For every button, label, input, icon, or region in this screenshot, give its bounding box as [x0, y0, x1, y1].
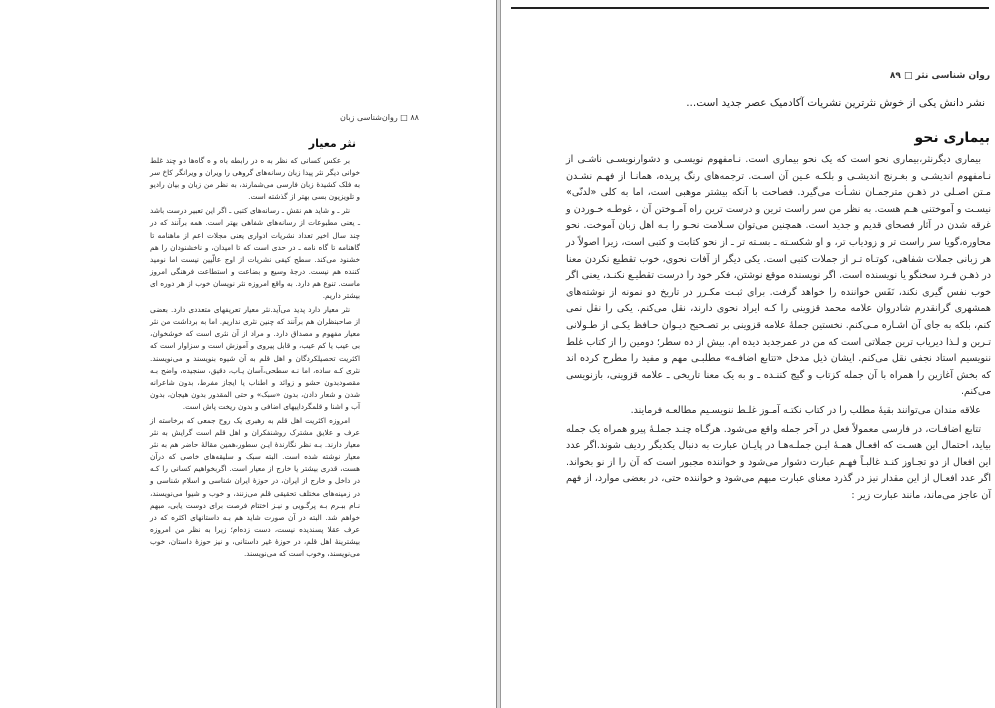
left-page: [0, 0, 497, 708]
top-rule: [511, 7, 989, 9]
paragraph: امروزه اکثریت اهل قلم به رهبری یک روح جمعی که برخاسته از عرف و علایق مشترک روشنفکران و اهل قلم است گرایش به نثر معیار دارند. بـه نظر نگارندهٔ ایـن سطور،همین مقالهٔ حاضر هم به نثر معیار نوشته شده است. البته سبک و سلیقه‌های خاصی که درآن هست، قدری بیشتر یا خارج از معیار است. اگربخواهیم کسانی را کـه در داخل و خارج از ایران، در حوزهٔ ایران شناسی و اسلام شناسی و در زمینه‌های مختلف تحقیقی قلم می‌زنند، و خوب و شیوا می‌نویسند، نـام ببـرم بـه پرگـویی و نیـز اختتام فرصت برای دوست یابی، مبهم خواهم شد. البته در آن صورت شاید هم بـه داستانهای اکثره که در عرف عقلا پسندیده نیست، دست زده‌ام؛ زیرا به نظر من امروزه بیشترینهٔ اهل قلم، در حوزهٔ غیر داستانی، و نیز حوزهٔ داستان، خوب می‌نویسند، وخوب است که می‌نویسند.: [150, 415, 360, 558]
paragraph: علاقه مندان می‌توانند بقیهٔ مطلب را در کتاب نکتـه آمـوز غلـط ننویسـیم مطالعـه فرمایند.: [630, 404, 981, 416]
paragraph: تتابع اضافـات، در فارسی معمولاً فعل در آخر جمله واقع می‌شود. هرگـاه چنـد جملـهٔ پیرو همراه یک جمله بیاید، احتمال این هسـت که افعـال همـهٔ ایـن جملـه‌هـا در پایـان عبارت به دنبال یکدیگر ردیف شوند.اگر عدد این افعال از دو تجـاوز کنـد غالبـاً فهـم عبارت دشوار می‌شود و خواننده مجبور است که آن را از نو بخواند. اگر عدد افعـال از این مقدار نیز در گذرد معنای عبارت مبهم می‌شود و خواننده حتی، در بعضی موارد، از فهم آن عاجز می‌ماند، مانند عبارت زیر :: [566, 423, 991, 501]
right-page: [500, 0, 995, 708]
left-body-text: [150, 155, 360, 562]
paragraph: نثر معیار دارد پدید می‌آید.نثر معیار تعریفهای متعددی دارد. بعضی از صاحبنظران هم برآنند که چنین نثری نداریم. اما به برداشت من نثر معیار مفهوم و مصداق دارد. و مراد از آن نثری است که خوشخوان، بی عیب یا کم عیب، و قابل پیروی و آموزش است و سزاوار است که اکثریت تحصیلکردگان و اهل قلم به آن شیوه بنویسند و می‌نویسند. نثری کـه ساده، اما نـه سطحی،آسان یـاب، دقیق، سنجیده، واضح بـه مقصودبدون حشو و زوائد و اطناب یا ایجاز مفرط، بدون شاعرانه شدن و شعار دادن، بدون «سبک» و حتی المقدور بدون هیجان، بدون آب و اشنا و قلمگرداییهای اضافی و بدون ریخت پاش است.: [150, 305, 360, 411]
paragraph: بیماری دیگرنثر،بیماری نحو است که یک نحو بیماری است. نـامفهوم نویسـی و دشوارنویسـی ناشـی از نـامفهوم اندیشـی و بغـرنج اندیشـی و بلکـه عـین آن اسـت. ترجمه‌های رنگ پریده، همانـا از فهـم نشـدن مـتن اصـلی در ذهـن مترجمـان نشـأت می‌گیرد. فصاحت با آنکه بیشتر موهبی است، اما به کلی «لدنّی» نیسـت و آموختنی هـم هست. به نظر من سر راست ترین و درست ترین راه آمـوختن آن ، غوطـه خـوردن و غرقه شدن در آثار فصحای قدیم و جدید است. همچنین می‌توان سـلامت نحـو را بـه اهل زبان آموخت. نحو محاوره،گویا سر راست تر و زودیاب تر، و او شکسـته ـ بسـته تر ـ از نحو کتابت و کتبی است، زیرا اصولاً در هر زبانی جملات شفاهی، کوتـاه تـر از جملات کتبی است. یکی دیگر از آفات نحوی، خوب تقطیع نکردن معنا در ذهـن فـرد سخنگو یا نویسنده است. اگر نویسنده موقع نوشتن، فکر خود را درست تقطیـع نکنـد، یعنی اگر خوب نفس گیری نکند، نَفَس خواننده را خواهد گرفت. برای ثبـت مکـرر در تاریخ دو نمونه از نوشته‌های همشهری گرانقدرم شادروان علامه محمد قزوینی را کـه ایراد نحوی دارند، نقل می‌کنم. یکی را نقل نمی کنم، بلکه به جای آن اشـاره مـی‌کنم. نخستین جملهٔ علامه قزوینی بر تصـحیح دیـوان حـافظ یکـی از طـولانی تـرین و لـذا دیریاب ترین جملاتی است که من در عمرجدید دیده ام. بیش از ده سطر؛ دومین را از کتاب غلط ننویسیم استاد نجفی نقل می‌کنم. ایشان ذیل مدخل «تتابع اضافـه» مطلبـی مهم و مفید را مطرح کرده اند که بخش آغازین را همراه با آن جمله کزتاب و گیج کننـده ـ و به یک معنا تاریخی ـ علامه قزوینی، بازنویسی می‌کنم.: [566, 154, 991, 398]
page-header-left: ۸۸ □ روان‌شناسی زبان: [340, 113, 419, 122]
tagline: نشر دانش یکی از خوش نثرترین نشریات آکادمیک عصر جدید است...: [686, 97, 985, 109]
right-body-text: [566, 152, 991, 506]
section-title-syntax-illness: بیماری نحو: [914, 130, 990, 146]
paragraph: نثر ـ و شاید هم نقش ـ رسانه‌های کتبی ـ اگر این تعبیر درست باشد ـ یعنی مطبوعات از رسانه‌های شفاهی بهتر است. همه برآنند که در چند سال اخیر تعداد نشریات ادواری یعنی مجلات اعم از ماهنامه تا گاهنامه تا گاه نامه ـ در حدی است که تا امیدان، و ناخشنودان را هم خشنود می‌کند. سطح کیفی نشریات از اوج عالّیین نیست اما نومید کننده هم نیست. درجهٔ وسیع و بضاعت و استطاعت فرهنگی امروز ماست. تنوع هم دارد. به واقع امروزه نثر نویسان خوب از هر دوره ای بیشتر داریم.: [150, 206, 360, 301]
page-header-right: روان شناسی نثر □ ۸۹: [889, 71, 990, 81]
paragraph: بر عکس کسانی که نظر به ه در رابطه باه و ه گاه‌ها دو چند غلط خوانی دیگر نثر پیدا زبان رسانه‌های گروهی را ویران و ویرانگر کاخ سر به فلک کشیدهٔ زبان فارسی می‌شمارند، به نظر من زبان و بیان رادیو و تلویزیون بسی بهتر از گذشته است.: [150, 156, 360, 202]
section-title-standard-prose: نثر معیار: [308, 137, 356, 150]
